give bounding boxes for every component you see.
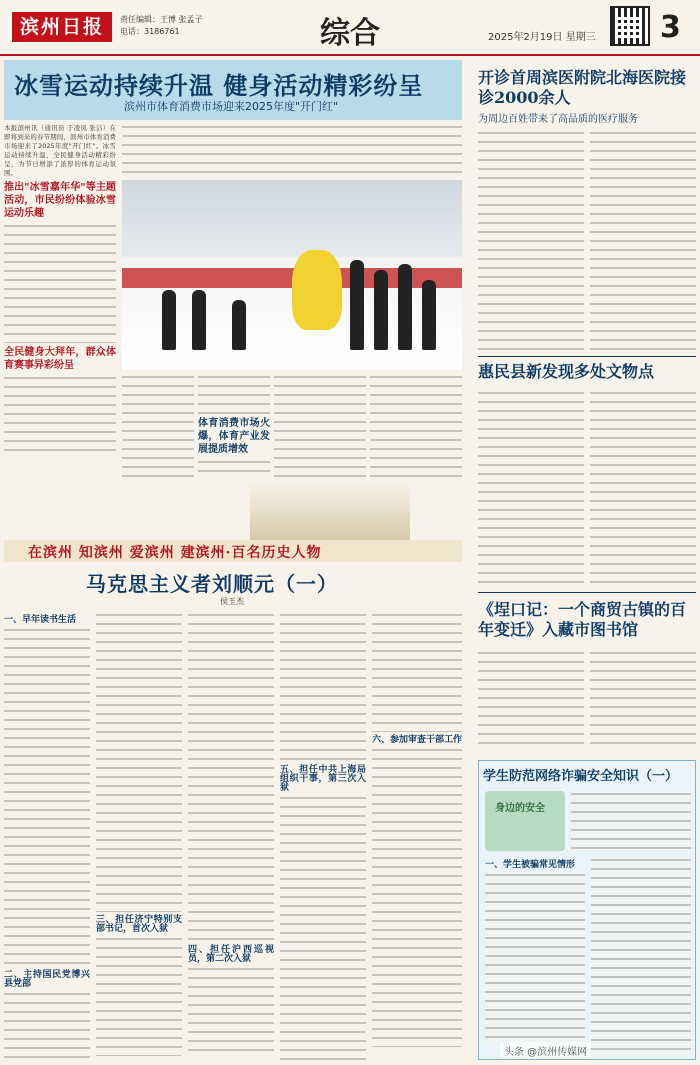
safety-subhead-1: 一、学生被骗常见情形 (485, 860, 576, 870)
lead-subhead-3: 体育消费市场火爆，体育产业发展提质增效 (198, 418, 270, 455)
photo-figure (192, 290, 206, 350)
lead-column-3 (198, 374, 270, 478)
text-block (4, 627, 90, 967)
text-block (274, 374, 366, 478)
series-subhead-1: 一、早年读书生活 (4, 615, 77, 625)
text-block (198, 459, 270, 478)
series-byline: 侯玉杰 (220, 597, 244, 606)
photo-figure (422, 280, 436, 350)
photo-figure (374, 270, 388, 350)
safety-knowledge-box (478, 760, 696, 1060)
text-block (485, 872, 585, 1042)
series-subhead-2: 二、主持国民党博兴县党部 (4, 970, 90, 989)
divider (478, 592, 696, 593)
series-subhead-4: 四、担任沪西巡视员，第二次入狱 (188, 945, 274, 964)
series-headline: 马克思主义者刘顺元（一） (86, 572, 338, 596)
series-column-5 (372, 612, 462, 1062)
hospital-column-1 (478, 130, 584, 350)
series-column-3 (188, 612, 274, 1062)
lead-photo (122, 180, 462, 370)
text-block (478, 390, 584, 586)
series-subhead-5: 五、担任中共上海局组织干事，第三次入狱 (280, 765, 366, 793)
relics-headline: 惠民县新发现多处文物点 (478, 362, 655, 381)
book-column-1 (478, 650, 584, 750)
text-block (478, 130, 584, 350)
safety-column-2 (591, 857, 691, 1055)
safety-illustration-label: 身边的安全 (495, 803, 545, 814)
lead-story (4, 60, 462, 480)
editor-names: 责任编辑：王博 张孟子 (120, 15, 203, 24)
hospital-story (478, 68, 696, 125)
text-block (122, 124, 462, 176)
photo-mascot (292, 250, 342, 330)
source-watermark: 头条 @滨州传媒网 (500, 1042, 591, 1059)
book-headline: 《埕口记：一个商贸古镇的百年变迁》入藏市图书馆 (478, 600, 687, 639)
text-block (590, 130, 696, 350)
text-block (188, 966, 274, 1056)
lead-subhead-1: 推出"冰雪嘉年华"等主题活动，市民纷纷体验冰雪运动乐趣 (4, 182, 116, 219)
series-banner-text: 在滨州 知滨州 爱滨州 建滨州·百名历史人物 (28, 545, 322, 561)
text-block (96, 612, 182, 912)
text-block (198, 374, 270, 414)
text-block (478, 650, 584, 750)
series-column-4 (280, 612, 366, 1062)
newspaper-logo: 滨州日报 (12, 12, 112, 42)
text-block (280, 795, 366, 1062)
page-number: 3 (660, 10, 681, 45)
text-block (372, 612, 462, 732)
section-title: 综合 (320, 16, 380, 51)
photo-figure (232, 300, 246, 350)
lead-intro: 本报滨州讯（通讯员 于凌凤 张洁）在即将到来的春节期间，滨州市体育消费市场迎来了2025年度"开门红"。冰雪运动持续升温，全民健身活动精彩纷呈，为节日增添了浓厚的体育运动氛围。 (4, 124, 116, 177)
relics-column-2 (590, 390, 696, 586)
safety-headline: 学生防范网络诈骗安全知识（一） (483, 769, 679, 784)
editor-info (120, 14, 203, 38)
series-column-1 (4, 612, 90, 1062)
text-block (591, 857, 691, 1055)
photo-figure (162, 290, 176, 350)
text-block (280, 612, 366, 762)
skyline-illustration (250, 482, 410, 540)
text-block (4, 223, 116, 343)
text-block (571, 791, 691, 851)
photo-figure (398, 264, 412, 350)
text-block (372, 747, 462, 1047)
series-column-2 (96, 612, 182, 1062)
masthead (0, 0, 700, 56)
qr-code-icon (610, 6, 650, 46)
lead-headline: 冰雪运动持续升温 健身活动精彩纷呈 (14, 71, 424, 100)
lead-column-1 (4, 124, 116, 476)
lead-column-2 (122, 374, 194, 478)
series-subhead-3: 三、担任济宁特别支部书记，首次入狱 (96, 915, 182, 934)
text-block (590, 390, 696, 586)
lead-subheadline: 滨州市体育消费市场迎来2025年度"开门红" (124, 100, 339, 113)
divider (478, 356, 696, 357)
safety-column-1 (485, 857, 585, 1055)
series-subhead-6: 六、参加审查干部工作 (372, 735, 462, 745)
text-block (370, 374, 462, 478)
lead-column-5 (370, 374, 462, 478)
hospital-column-2 (590, 130, 696, 350)
hospital-subheadline: 为周边百姓带来了高品质的医疗服务 (478, 114, 638, 125)
relics-column-1 (478, 390, 584, 586)
lead-subhead-2: 全民健身大拜年，群众体育赛事异彩纷呈 (4, 347, 116, 371)
lead-header (4, 60, 462, 120)
safety-illustration (485, 791, 565, 851)
photo-figure (350, 260, 364, 350)
lead-column-4 (274, 374, 366, 478)
text-block (590, 650, 696, 750)
editor-phone: 电话：3186761 (120, 27, 180, 36)
issue-date: 2025年2月19日 星期三 (488, 32, 596, 43)
relics-story (478, 362, 696, 382)
text-block (4, 991, 90, 1062)
lead-top-text (122, 124, 462, 176)
series-banner (4, 540, 462, 562)
text-block (122, 374, 194, 478)
safety-intro (571, 791, 691, 851)
text-block (96, 936, 182, 1056)
book-column-2 (590, 650, 696, 750)
text-block (4, 375, 116, 455)
text-block (188, 612, 274, 942)
book-story (478, 600, 696, 640)
hospital-headline: 开诊首周滨医附院北海医院接诊2000余人 (478, 68, 687, 107)
